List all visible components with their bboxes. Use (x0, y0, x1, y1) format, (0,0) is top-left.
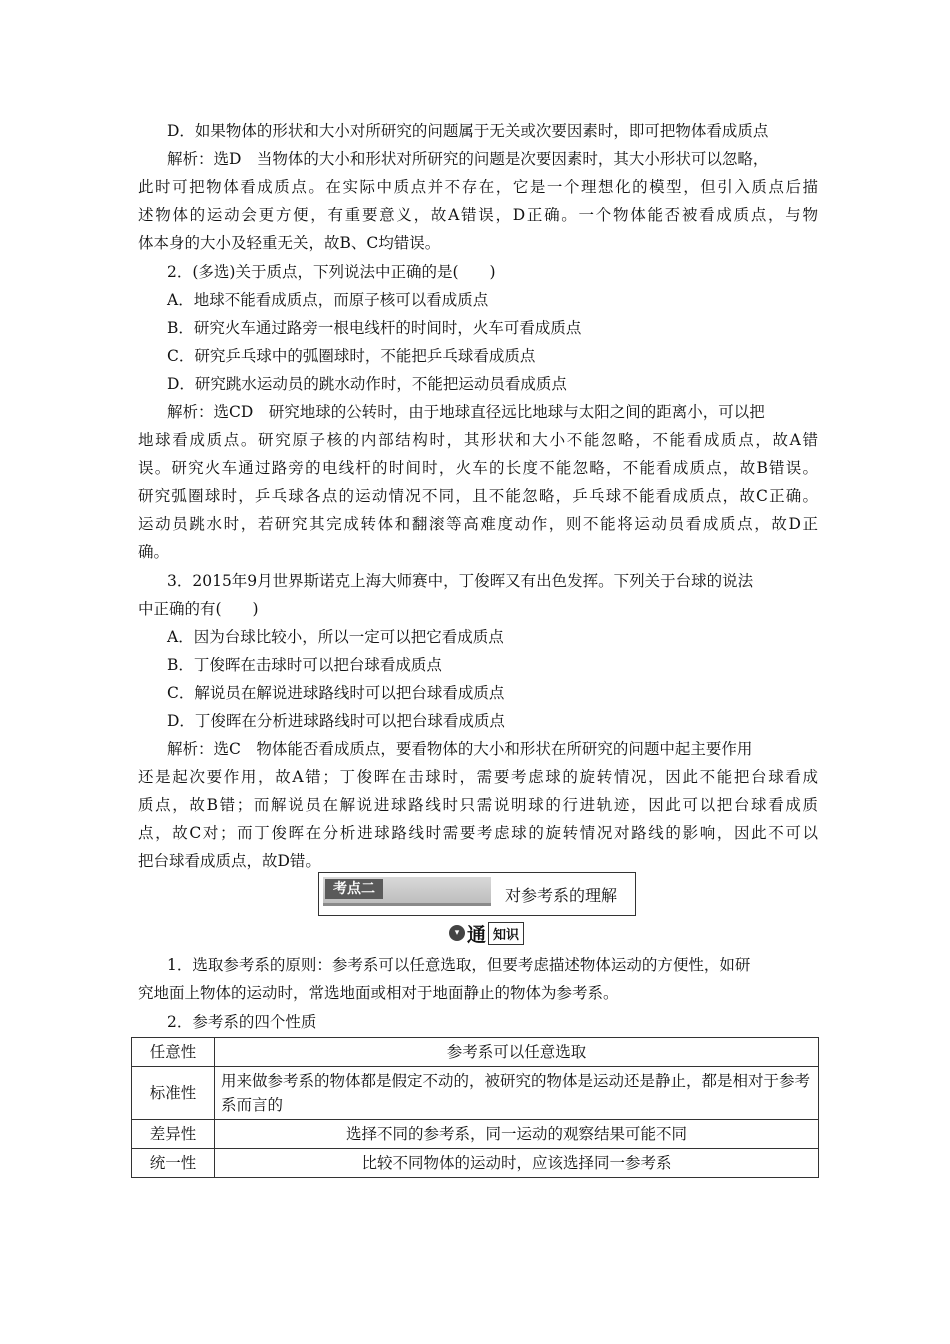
analysis-2-end: 确。 (138, 543, 170, 561)
question-3-cont: 中正确的有( ) (138, 600, 259, 618)
table-cell-key: 标准性 (132, 1067, 215, 1120)
analysis-3-cont: 还是起次要作用，故A错；丁俊晖在击球时，需要考虑球的旋转情况，因此不能把台球看成 (138, 768, 818, 786)
option-b: B．研究火车通过路旁一根电线杆的时间时，火车可看成质点 (167, 319, 582, 337)
section-tag-box (323, 877, 491, 906)
analysis-2: 解析：选CD 研究地球的公转时，由于地球直径远比地球与太阳之间的距离小，可以把 (167, 403, 765, 421)
analysis-2-cont: 运动员跳水时，若研究其完成转体和翻滚等高难度动作，则不能将运动员看成质点，故D正 (138, 515, 818, 533)
option-c: C．解说员在解说进球路线时可以把台球看成质点 (167, 684, 505, 702)
point-2: 2．参考系的四个性质 (167, 1013, 317, 1031)
analysis-2-cont: 地球看成质点。研究原子核的内部结构时，其形状和大小不能忽略，不能看成质点，故A错 (138, 431, 818, 449)
table-row (132, 1149, 819, 1178)
analysis-1-cont: 此时可把物体看成质点。在实际中质点并不存在，它是一个理想化的模型，但引入质点后描 (138, 178, 818, 196)
chevron-down-icon: ▾ (449, 925, 465, 941)
option-d: D．丁俊晖在分析进球路线时可以把台球看成质点 (167, 712, 505, 730)
analysis-3-cont: 质点，故B错；而解说员在解说进球路线时只需说明球的行进轨迹，因此可以把台球看成质 (138, 796, 818, 814)
analysis-2-cont: 误。研究火车通过路旁的电线杆的时间时，火车的长度不能忽略，不能看成质点，故B错误。 (138, 459, 818, 477)
analysis-1-cont: 述物体的运动会更方便，有重要意义，故A错误，D正确。一个物体能否被看成质点，与物 (138, 206, 818, 224)
table-cell-key: 统一性 (132, 1149, 215, 1178)
option-a: A．地球不能看成质点，而原子核可以看成质点 (167, 291, 489, 309)
properties-table (131, 1037, 819, 1178)
table-row (132, 1067, 819, 1120)
table-cell-value: 比较不同物体的运动时，应该选择同一参考系 (215, 1149, 819, 1178)
analysis-1-end: 体本身的大小及轻重无关，故B、C均错误。 (138, 234, 441, 252)
table-row (132, 1120, 819, 1149)
table-cell-value: 用来做参考系的物体都是假定不动的，被研究的物体是运动还是静止，都是相对于参考系而言的 (215, 1067, 819, 1120)
section-banner (318, 872, 636, 916)
option-c: C．研究乒乓球中的弧圈球时，不能把乒乓球看成质点 (167, 347, 536, 365)
table-cell-key: 差异性 (132, 1120, 215, 1149)
knowledge-label (449, 922, 524, 944)
knowledge-label-small: 知识 (488, 922, 524, 945)
option-d: D．如果物体的形状和大小对所研究的问题属于无关或次要因素时，即可把物体看成质点 (167, 122, 769, 140)
option-b: B．丁俊晖在击球时可以把台球看成质点 (167, 656, 442, 674)
analysis-3-cont: 点，故C对；而丁俊晖在分析进球路线时需要考虑球的旋转情况对路线的影响，因此不可以 (138, 824, 818, 842)
option-d: D．研究跳水运动员的跳水动作时，不能把运动员看成质点 (167, 375, 567, 393)
analysis-3-end: 把台球看成质点，故D错。 (138, 852, 321, 870)
section-title: 对参考系的理解 (505, 886, 618, 905)
table-cell-key: 任意性 (132, 1038, 215, 1067)
table-cell-value: 参考系可以任意选取 (215, 1038, 819, 1067)
table-cell-value: 选择不同的参考系，同一运动的观察结果可能不同 (215, 1120, 819, 1149)
analysis-2-cont: 研究弧圈球时，乒乓球各点的运动情况不同，且不能忽略，乒乓球不能看成质点，故C正确。 (138, 487, 818, 505)
section-tag: 考点二 (325, 879, 383, 899)
point-1-cont: 究地面上物体的运动时，常选地面或相对于地面静止的物体为参考系。 (138, 984, 619, 1002)
question-3: 3．2015年9月世界斯诺克上海大师赛中，丁俊晖又有出色发挥。下列关于台球的说法 (167, 572, 754, 590)
table-row (132, 1038, 819, 1067)
knowledge-label-big: 通 (467, 923, 487, 946)
analysis-3: 解析：选C 物体能否看成质点，要看物体的大小和形状在所研究的问题中起主要作用 (167, 740, 753, 758)
question-2: 2．(多选)关于质点，下列说法中正确的是( ) (167, 263, 496, 281)
point-1: 1．选取参考系的原则：参考系可以任意选取，但要考虑描述物体运动的方便性，如研 (167, 956, 751, 974)
analysis-1: 解析：选D 当物体的大小和形状对所研究的问题是次要因素时，其大小形状可以忽略， (167, 150, 769, 168)
option-a: A．因为台球比较小，所以一定可以把它看成质点 (167, 628, 504, 646)
